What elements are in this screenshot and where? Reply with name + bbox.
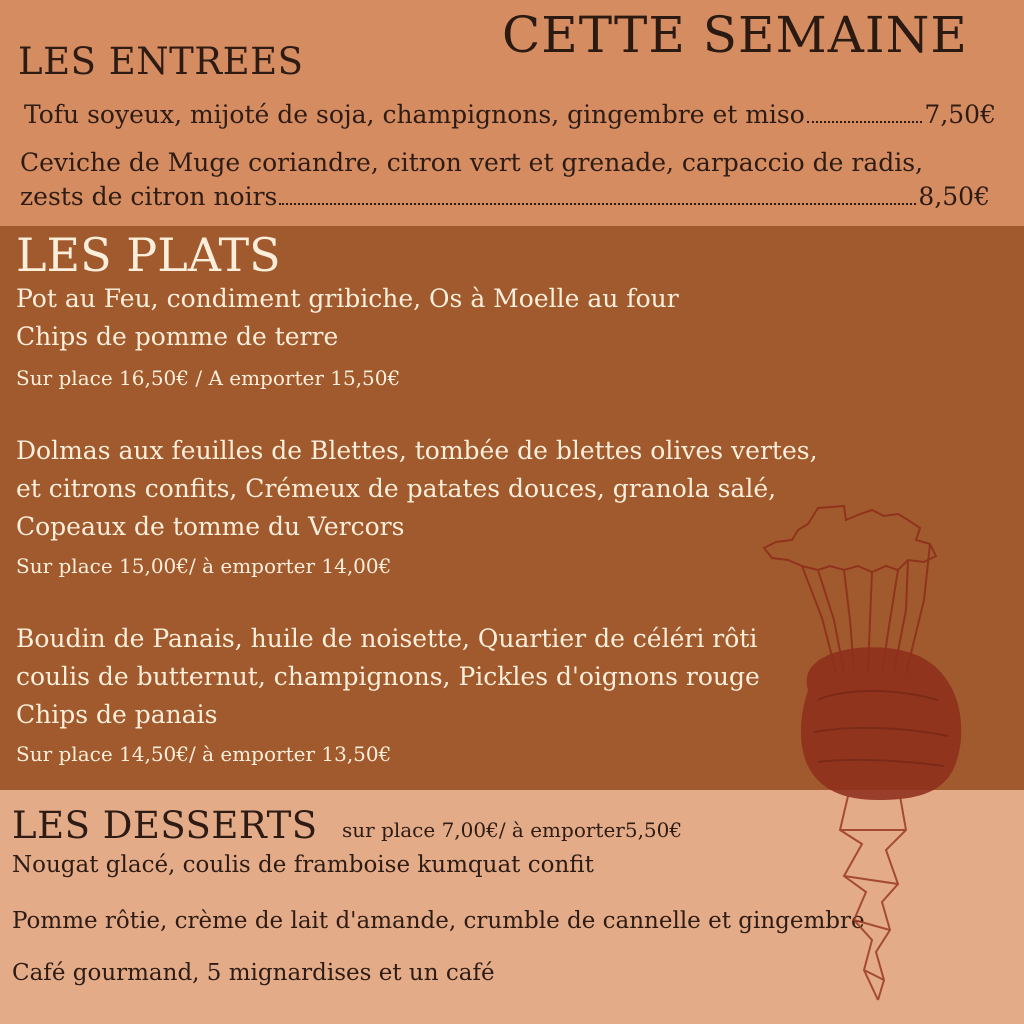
plats-section [0, 226, 1024, 790]
plat-2-line-1: Dolmas aux feuilles de Blettes, tombée de blettes olives vertes, [16, 436, 818, 465]
desserts-section [0, 790, 1024, 1024]
plat-3-line-1: Boudin de Panais, huile de noisette, Quartier de céléri rôti [16, 624, 758, 653]
entrees-heading: LES ENTREES [18, 40, 304, 83]
leader-dots [807, 120, 923, 123]
entree-name-2-line1: Ceviche de Muge coriandre, citron vert et grenade, carpaccio de radis, [20, 148, 924, 177]
plat-1-price: Sur place 16,50€ / A emporter 15,50€ [16, 366, 401, 390]
entree-name-1: Tofu soyeux, mijoté de soja, champignons, gingembre et miso [24, 100, 805, 129]
plat-2-price: Sur place 15,00€/ à emporter 14,00€ [16, 554, 392, 578]
plat-3-line-3: Chips de panais [16, 700, 218, 729]
page-title: CETTE SEMAINE [502, 6, 968, 64]
dessert-item-3: Café gourmand, 5 mignardises et un café [12, 960, 495, 986]
plat-3-price: Sur place 14,50€/ à emporter 13,50€ [16, 742, 392, 766]
plats-heading: LES PLATS [16, 228, 281, 282]
entree-price-2: 8,50€ [918, 182, 990, 211]
plat-1-line-2: Chips de pomme de terre [16, 322, 339, 351]
plat-3-line-2: coulis de butternut, champignons, Pickles d'oignons rouge [16, 662, 760, 691]
entree-row-1 [24, 100, 996, 129]
entree-name-2-line2: zests de citron noirs [20, 182, 278, 211]
dessert-item-2: Pomme rôtie, crème de lait d'amande, crumble de cannelle et gingembre [12, 908, 865, 934]
plat-2-line-3: Copeaux de tomme du Vercors [16, 512, 405, 541]
plat-2-line-2: et citrons confits, Crémeux de patates douces, granola salé, [16, 474, 777, 503]
leader-dots [279, 202, 916, 205]
entree-row-2 [20, 182, 990, 211]
plat-1-line-1: Pot au Feu, condiment gribiche, Os à Moelle au four [16, 284, 679, 313]
desserts-heading: LES DESSERTS [12, 804, 318, 847]
desserts-price: sur place 7,00€/ à emporter5,50€ [342, 818, 683, 842]
entrees-section [0, 0, 1024, 226]
dessert-item-1: Nougat glacé, coulis de framboise kumquat confit [12, 852, 594, 878]
entree-price-1: 7,50€ [924, 100, 996, 129]
